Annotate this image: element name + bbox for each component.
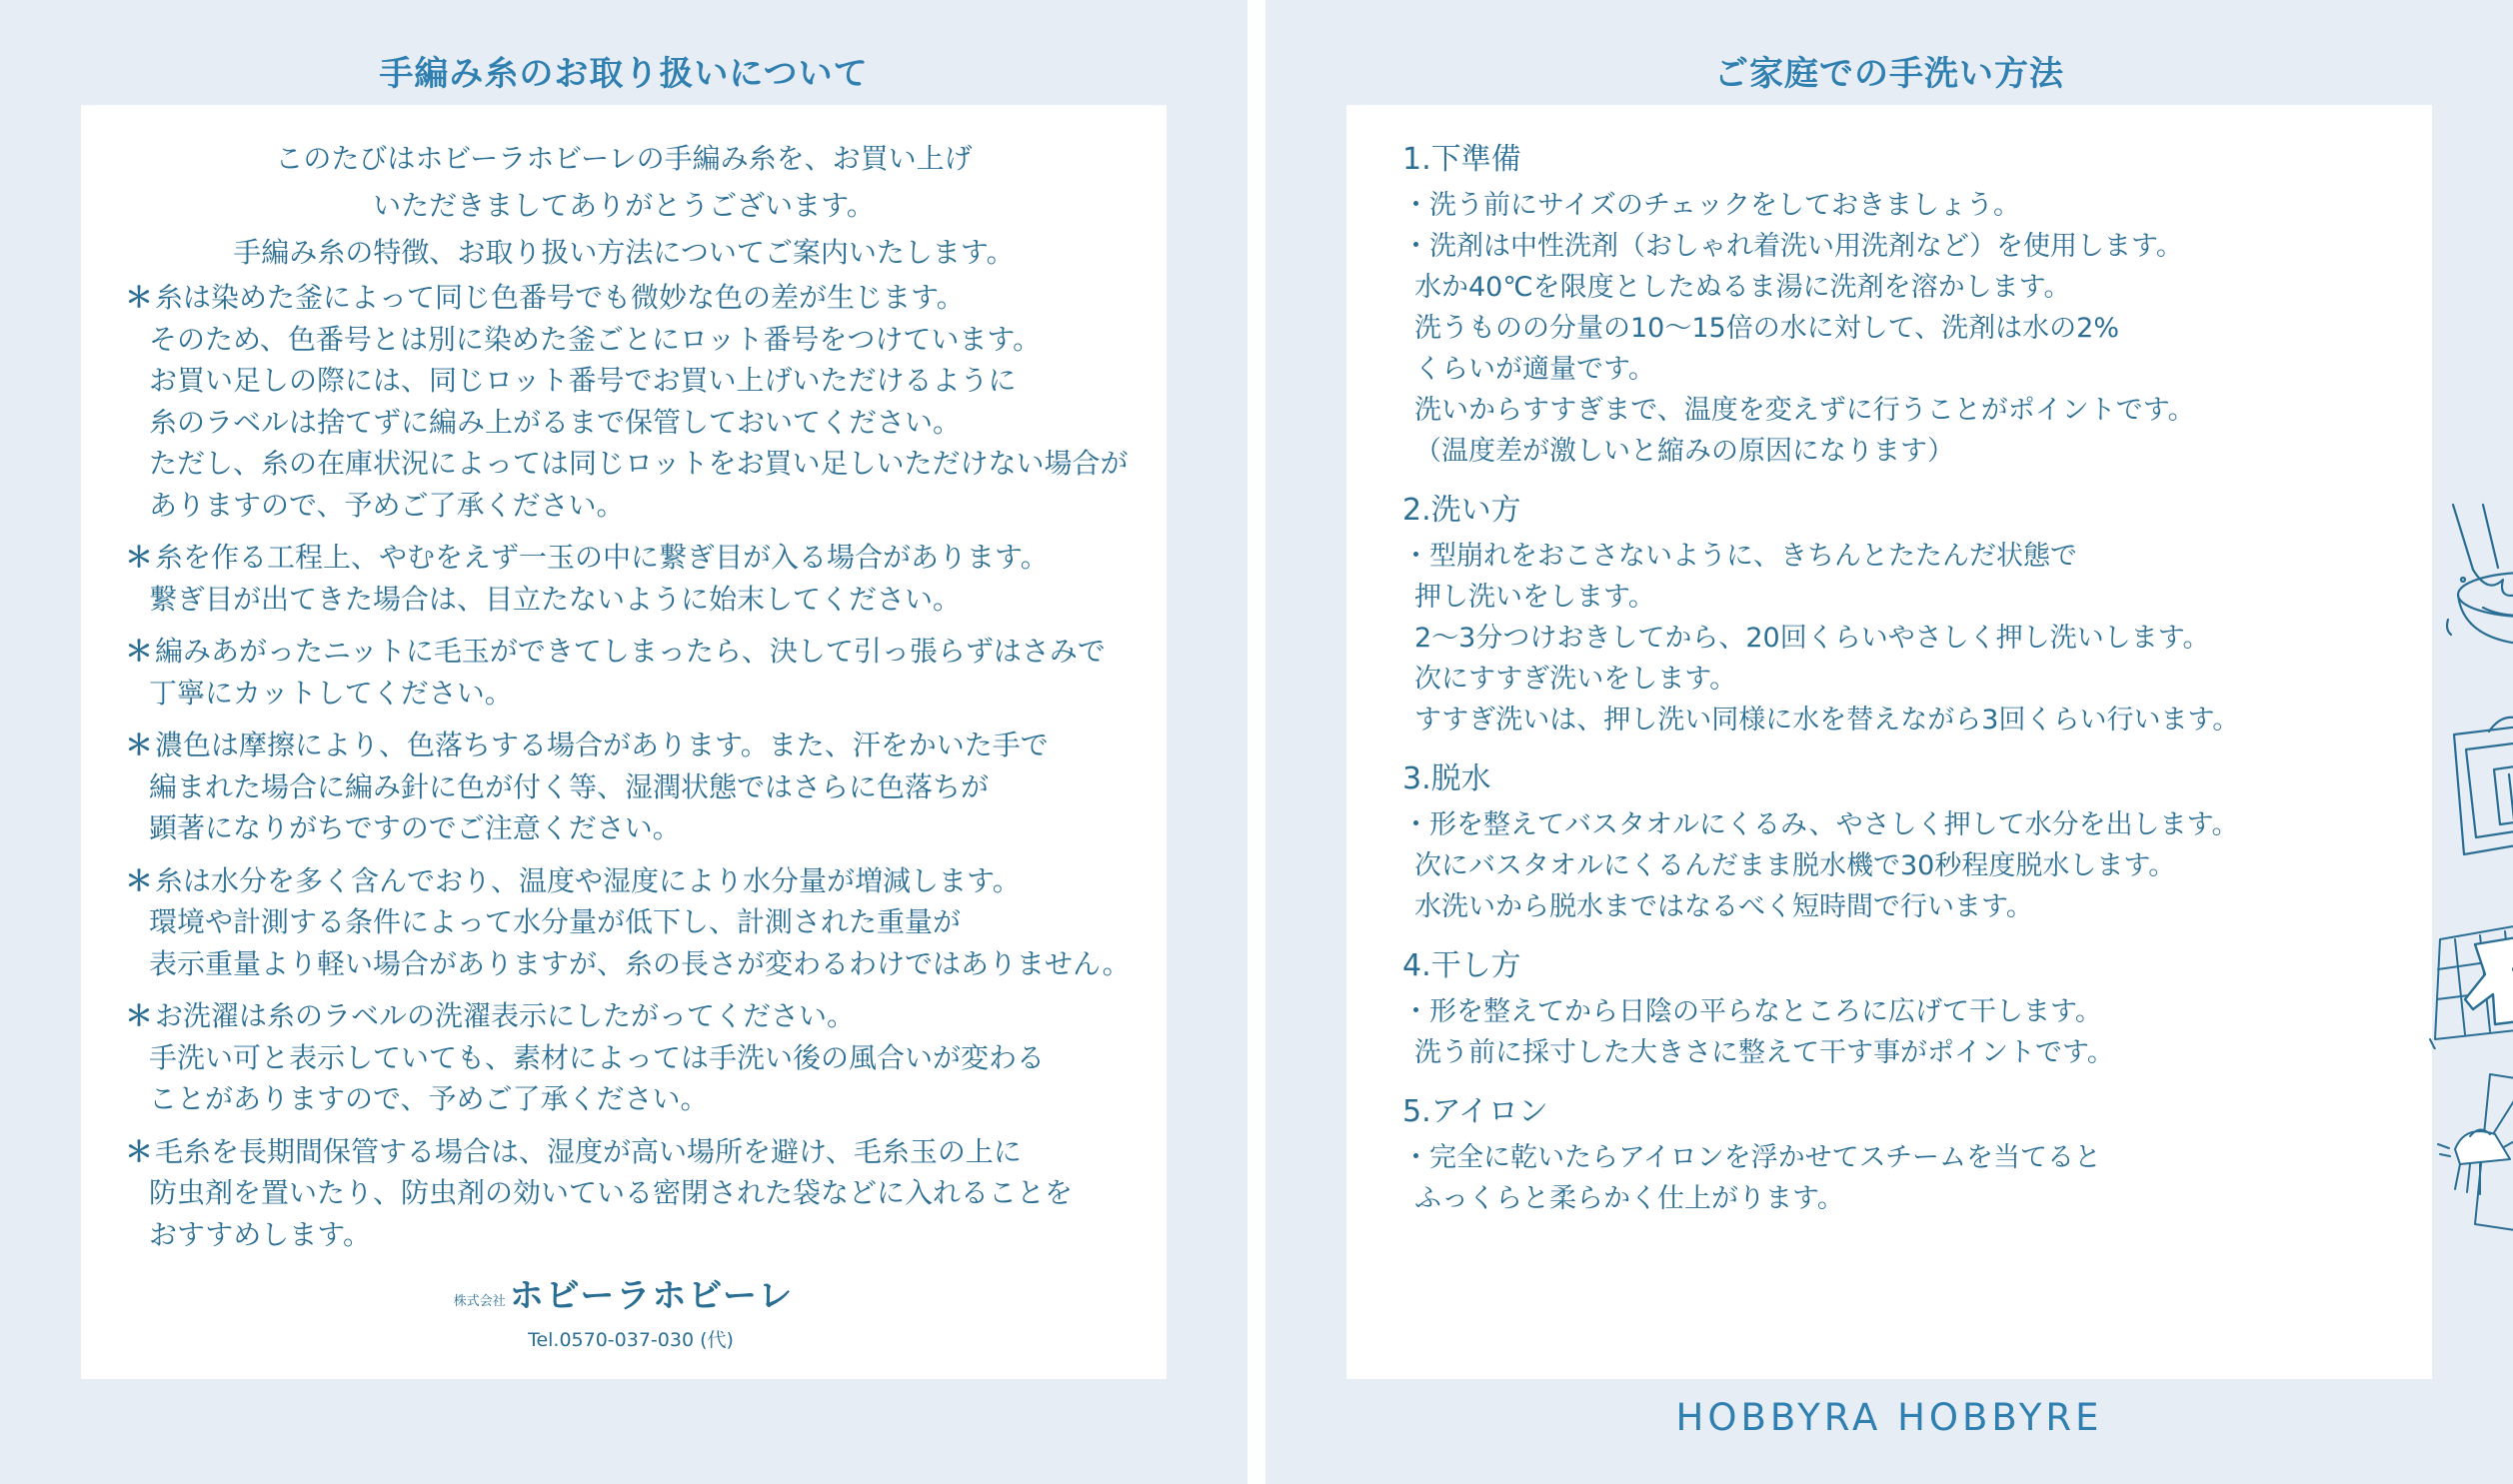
note-line — [125, 485, 1135, 527]
left-panel — [0, 0, 1248, 1484]
note-text: 丁寧にカットしてください。 — [149, 676, 513, 710]
note-line — [125, 360, 1135, 402]
brand-logo: HOBBYRA HOBBYRE — [1675, 1396, 2103, 1439]
note-item — [125, 995, 1135, 1120]
note-text: 繋ぎ目が出てきた場合は、目立たないように始末してください。 — [149, 582, 962, 616]
note-item — [125, 631, 1135, 714]
note-line — [125, 1172, 1135, 1214]
company-tel: Tel.0570-037-030 (代) — [528, 1329, 734, 1351]
wash-step — [1402, 754, 2402, 927]
note-text: 編みあがったニットに毛玉ができてしまったら、決して引っ張らずはさみで — [155, 635, 1106, 668]
intro-line: 手編み糸の特徴、お取り扱い方法についてご案内いたします。 — [233, 236, 1015, 269]
note-line — [125, 673, 1135, 715]
asterisk-mark: ＊ — [125, 729, 154, 761]
step-line: ふっくらと柔らかく仕上がります。 — [1414, 1183, 1844, 1214]
note-text: 環境や計測する条件によって水分量が低下し、計測された重量が — [149, 905, 962, 938]
note-item — [125, 277, 1135, 526]
asterisk-mark: ＊ — [125, 999, 154, 1032]
note-text: 顕著になりがちですのでご注意ください。 — [149, 811, 681, 844]
asterisk-mark: ＊ — [125, 635, 154, 668]
note-text: 糸のラベルは捨てずに編み上がるまで保管しておいてください。 — [149, 405, 962, 439]
note-line — [125, 807, 1135, 849]
step-line: 水洗いから脱水まではなるべく短時間で行います。 — [1414, 891, 2033, 922]
step-line: ・形を整えてから日陰の平らなところに広げて干します。 — [1402, 996, 2102, 1027]
hand-wash-title: ご家庭での手洗い方法 — [1714, 54, 2064, 94]
note-line — [125, 860, 1135, 902]
note-item — [125, 537, 1135, 620]
note-line — [125, 1131, 1135, 1173]
step-line: ・洗剤は中性洗剤（おしゃれ着洗い用洗剤など）を使用します。 — [1402, 231, 2183, 262]
step-heading: 3.脱水 — [1402, 761, 1491, 796]
note-item — [125, 1131, 1135, 1256]
company-prefix: 株式会社 — [453, 1294, 506, 1309]
note-text: ことがありますので、予めご了承ください。 — [149, 1082, 709, 1115]
wash-step — [1402, 1087, 2402, 1219]
notes-list — [125, 277, 1135, 1266]
note-line — [125, 901, 1135, 943]
step-line: （温度差が激しいと縮みの原因になります） — [1414, 436, 1954, 467]
intro-text — [81, 135, 1167, 276]
step-line: すすぎ洗いは、押し洗い同様に水を替えながら3回くらい行います。 — [1414, 705, 2240, 736]
note-text: お洗濯は糸のラベルの洗濯表示にしたがってください。 — [155, 999, 856, 1032]
note-text: 手洗い可と表示していても、素材によっては手洗い後の風合いが変わる — [149, 1040, 1046, 1074]
intro-line: このたびはホビーラホビーレの手編み糸を、お買い上げ — [275, 142, 973, 175]
step-line: 洗いからすすぎまで、温度を変えずに行うことがポイントです。 — [1414, 395, 2195, 426]
asterisk-mark: ＊ — [125, 1134, 154, 1168]
note-text: 編まれた場合に編み針に色が付く等、湿潤状態ではさらに色落ちが — [149, 769, 990, 803]
step-line: 洗う前に採寸した大きさに整えて干す事がポイントです。 — [1414, 1037, 2114, 1068]
steps-list — [1402, 135, 2402, 1233]
hand-wash-card — [1346, 105, 2432, 1379]
company-name: ホビーラホビーレ — [509, 1276, 795, 1316]
step-line: ・完全に乾いたらアイロンを浮かせてスチームを当てると — [1402, 1142, 2102, 1173]
step-line: 次にすすぎ洗いをします。 — [1414, 664, 1737, 695]
note-text: 毛糸を長期間保管する場合は、湿度が高い場所を避け、毛糸玉の上に — [155, 1134, 1022, 1168]
yarn-handling-card — [81, 105, 1167, 1379]
towel-fold-icon — [2434, 710, 2513, 864]
step-line: くらいが適量です。 — [1414, 354, 1655, 385]
step-heading: 4.干し方 — [1402, 948, 1521, 983]
note-text: 表示重量より軽い場合がありますが、糸の長さが変わるわけではありません。 — [149, 946, 1131, 980]
wash-step — [1402, 135, 2402, 472]
note-line — [125, 443, 1135, 485]
step-heading: 1.下準備 — [1402, 142, 1521, 177]
step-line: 2〜3分つけおきしてから、20回くらいやさしく押し洗いします。 — [1414, 623, 2210, 654]
note-line — [125, 943, 1135, 985]
step-line: ・型崩れをおこさないように、きちんとたたんだ状態で — [1402, 541, 2077, 572]
note-line — [125, 1078, 1135, 1120]
wash-step — [1402, 486, 2402, 741]
note-text: お買い足しの際には、同じロット番号でお買い上げいただけるように — [149, 364, 1017, 397]
hand-wash-basin-icon — [2443, 500, 2513, 665]
note-item — [125, 725, 1135, 849]
note-text: 防虫剤を置いたり、防虫剤の効いている密閉された袋などに入れることを — [149, 1176, 1074, 1209]
panel-divider — [1248, 0, 1265, 1484]
note-text: ただし、糸の在庫状況によっては同じロットをお買い足しいただけない場合が — [149, 447, 1129, 480]
asterisk-mark: ＊ — [125, 281, 154, 314]
step-line: ・洗う前にサイズのチェックをしておきましょう。 — [1402, 190, 2021, 221]
note-text: 糸は染めた釜によって同じ色番号でも微妙な色の差が生じます。 — [155, 281, 965, 314]
flat-dry-rack-icon — [2425, 899, 2513, 1049]
note-line — [125, 537, 1135, 579]
note-text: そのため、色番号とは別に染めた釜ごとにロット番号をつけています。 — [149, 322, 1042, 356]
step-line: ・形を整えてバスタオルにくるみ、やさしく押して水分を出します。 — [1402, 809, 2239, 840]
note-text: おすすめします。 — [149, 1217, 372, 1251]
asterisk-mark: ＊ — [125, 863, 154, 897]
note-line — [125, 402, 1135, 444]
note-item — [125, 860, 1135, 985]
note-text: ありますので、予めご了承ください。 — [149, 488, 625, 522]
step-heading: 2.洗い方 — [1402, 493, 1521, 528]
note-line — [125, 579, 1135, 621]
note-line — [125, 1214, 1135, 1256]
steam-iron-sweater-icon — [2435, 1064, 2513, 1244]
yarn-handling-title: 手編み糸のお取り扱いについて — [379, 54, 869, 94]
intro-line: いただきましてありがとうございます。 — [373, 189, 875, 222]
right-panel — [1265, 0, 2513, 1484]
note-text: 糸は水分を多く含んでおり、温度や湿度により水分量が増減します。 — [155, 863, 1021, 897]
note-text: 濃色は摩擦により、色落ちする場合があります。また、汗をかいた手で — [155, 729, 1049, 761]
note-line — [125, 1037, 1135, 1079]
note-line — [125, 995, 1135, 1037]
step-heading: 5.アイロン — [1402, 1094, 1548, 1129]
step-line: 次にバスタオルにくるんだまま脱水機で30秒程度脱水します。 — [1414, 850, 2176, 881]
step-line: 押し洗いをします。 — [1414, 582, 1655, 613]
note-text: 糸を作る工程上、やむをえず一玉の中に繋ぎ目が入る場合があります。 — [155, 541, 1049, 574]
note-line — [125, 277, 1135, 319]
note-line — [125, 631, 1135, 673]
wash-step — [1402, 941, 2402, 1073]
note-line — [125, 725, 1135, 766]
company-block — [81, 1268, 1167, 1352]
note-line — [125, 319, 1135, 361]
step-line: 水か40℃を限度としたぬるま湯に洗剤を溶かします。 — [1414, 272, 2071, 303]
note-line — [125, 766, 1135, 808]
asterisk-mark: ＊ — [125, 541, 154, 574]
step-line: 洗うものの分量の10〜15倍の水に対して、洗剤は水の2% — [1414, 313, 2120, 344]
